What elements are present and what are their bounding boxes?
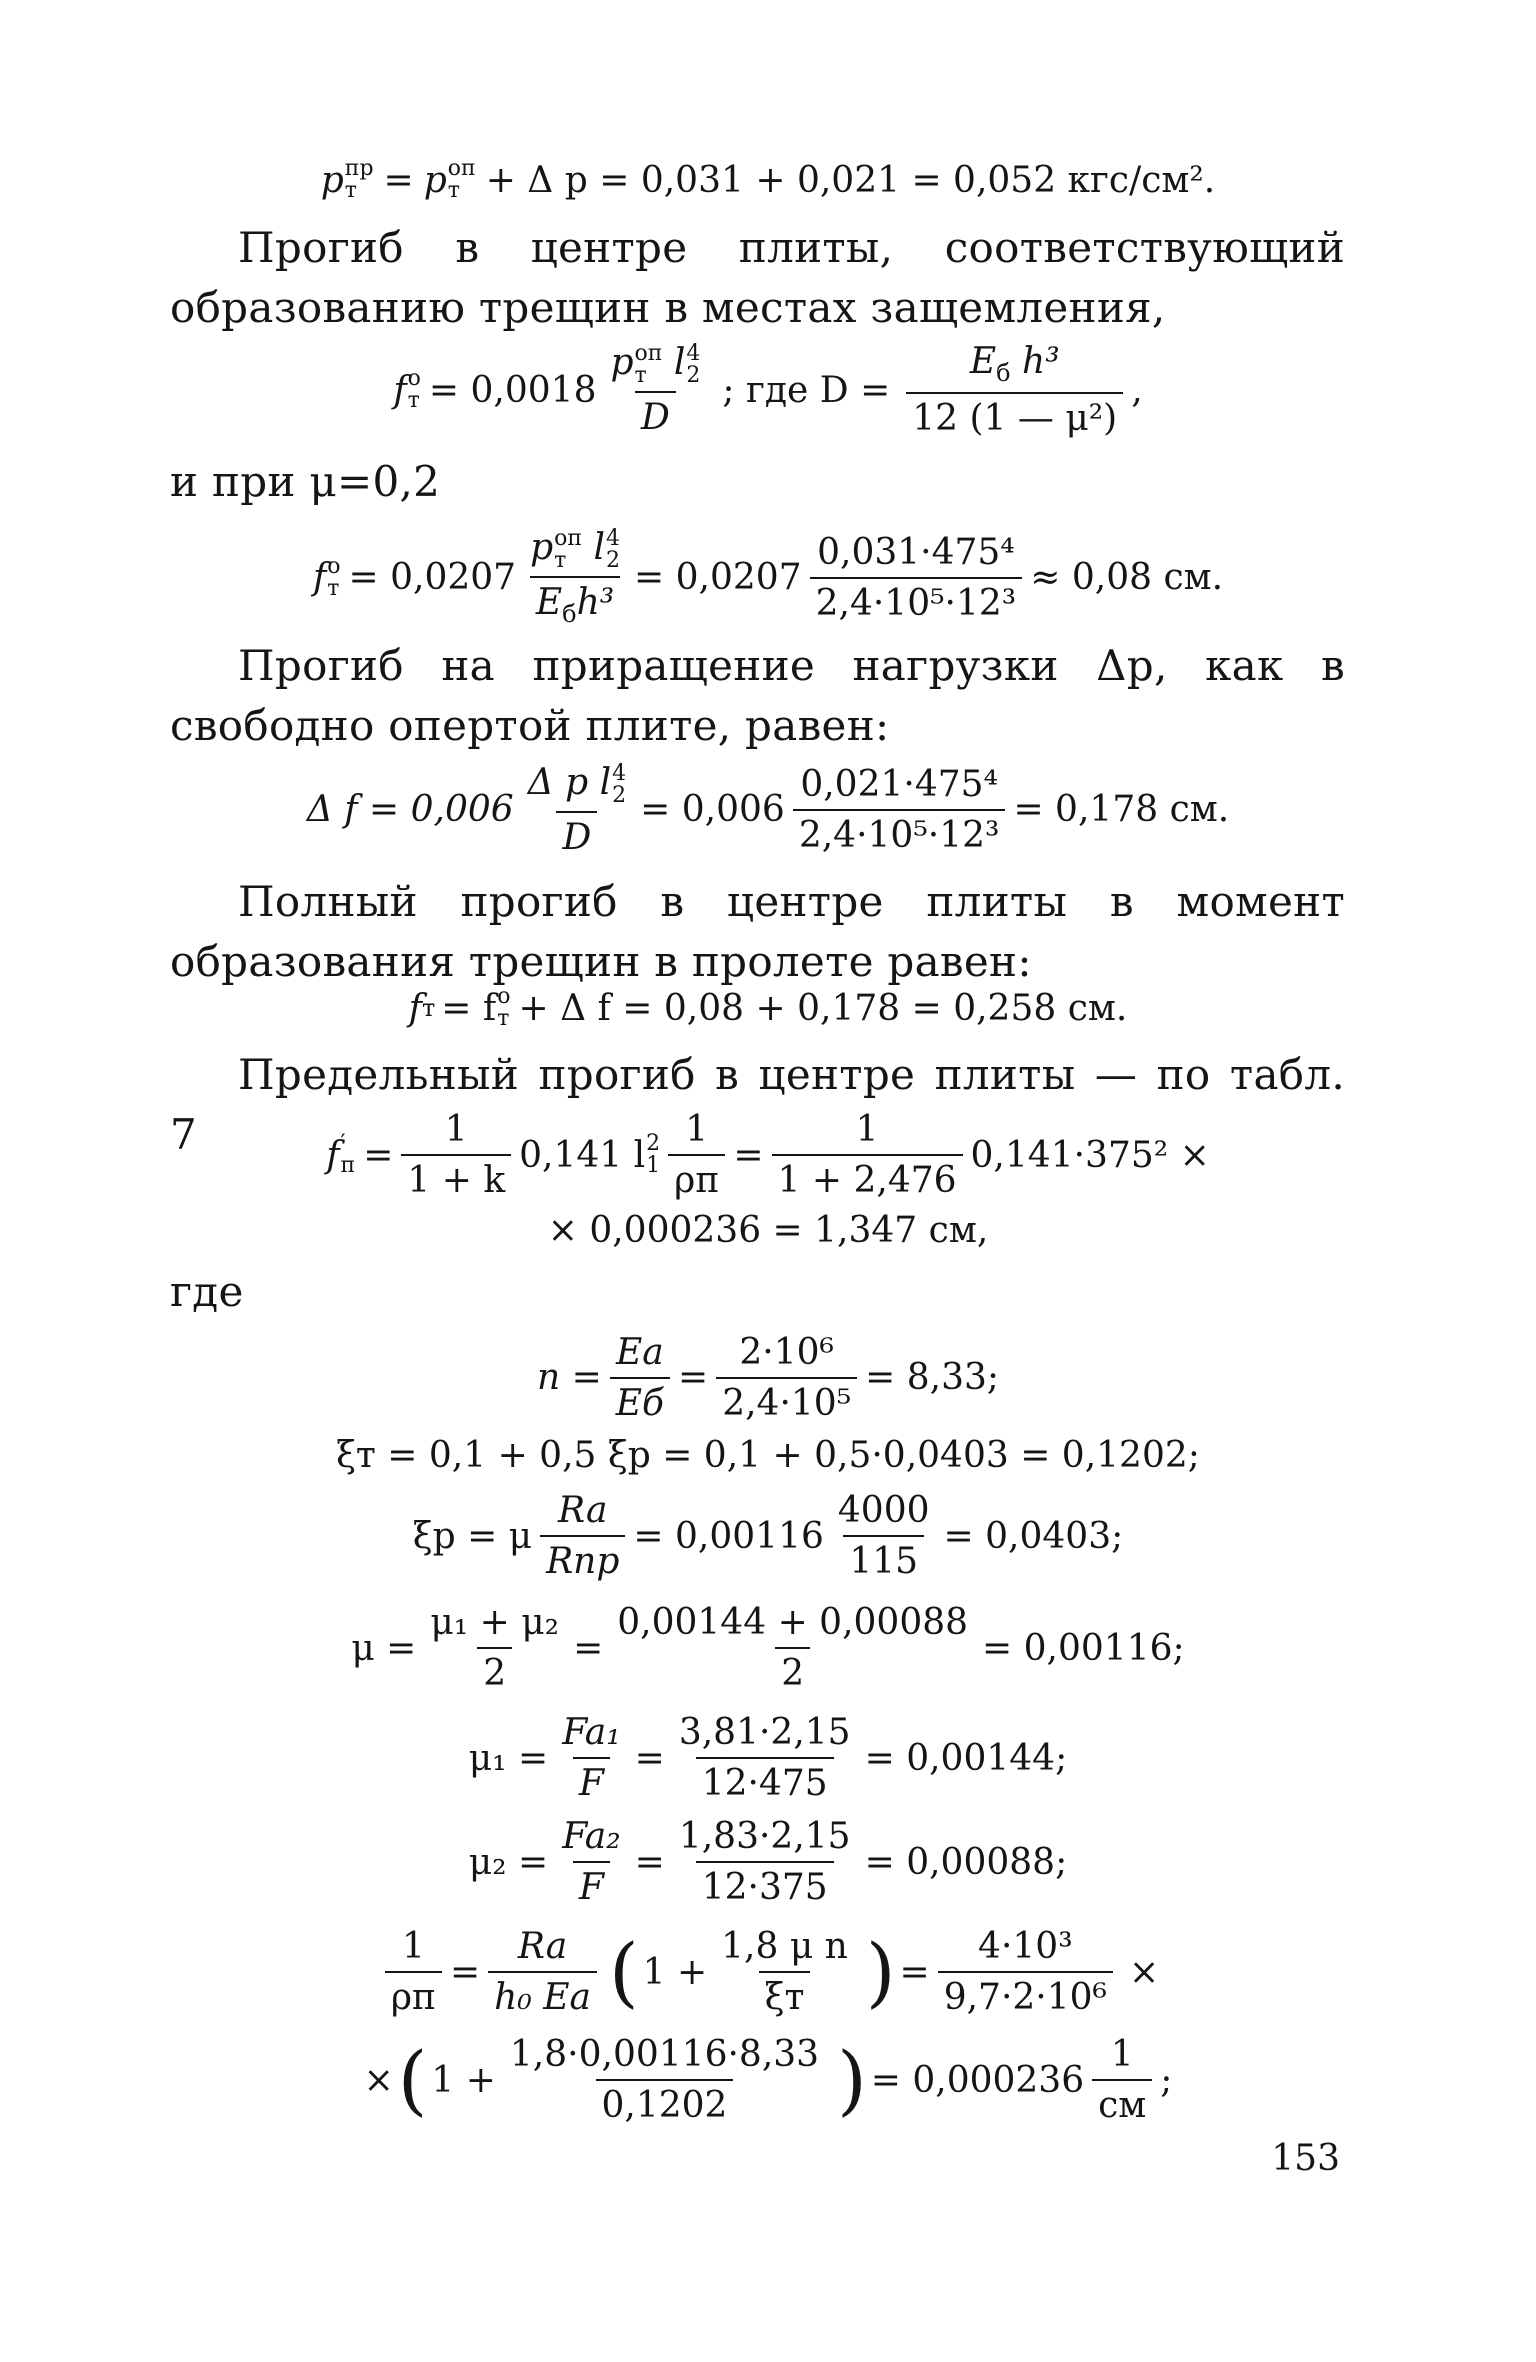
fraction: $\frac{4000}{115}$: [837, 1490, 930, 1582]
fraction: $\frac{\text{Fa₁}}{F}$: [562, 1712, 621, 1804]
fraction: $\frac{1}{\rho п}$: [668, 1109, 725, 1201]
fraction: $\frac{\text{Fa₂}}{F}$: [562, 1816, 621, 1908]
equation-n: n = $\frac{Ea}{Eб}$ = $\frac{\text{2·10⁶}}{\text{2,4·10⁵}}$ = 8,33;: [536, 1331, 1000, 1424]
fraction: $\frac{1,8\cdot 0,00116\cdot 8,33}{0,1202}$: [509, 2034, 820, 2126]
page-number: 153: [1271, 2138, 1340, 2179]
fraction: $\frac{\text{0,031·475⁴}}{\text{2,4·10⁵·12³}}$: [810, 532, 1023, 624]
equation-mu1: μ₁ = $\frac{\text{Fa₁}}{F}$ = $\frac{3,81\cdot 2,15}{12\cdot 475}$ = 0,00144;: [468, 1712, 1068, 1804]
fraction: $\frac{E_б h^3}{\text{12 (1 — μ²)}}$: [906, 341, 1123, 438]
equation-xi-t: ξт = 0,1 + 0,5 ξр = 0,1 + 0,5·0,0403 = 0,1202;: [336, 1434, 1200, 1476]
fraction: $\frac{3,81\cdot 2,15}{12\cdot 475}$: [678, 1712, 851, 1804]
equation-mu: μ = $\frac{\text{μ₁ + μ₂}}{2}$ = $\frac{0,00144 + 0,00088}{2}$ = 0,00116;: [351, 1602, 1185, 1694]
where-word: где: [170, 1267, 244, 1316]
line-mu: и при μ=0,2: [170, 457, 441, 506]
fraction: $\frac{\text{1,8 μ n}}{\xi т}$: [721, 1926, 848, 2018]
fraction: p оп т l 4 2 $E_бh^3$: [530, 525, 621, 629]
fraction: $\frac{Ra}{\text{Rпр}}$: [540, 1490, 625, 1582]
equation-f0-general: f o т = 0,0018 p оп т l 4 2 D ; где D = $\frac{E_б h^3}{\text{12 (1 — μ²)}}$ ,: [393, 341, 1143, 439]
equation-rho-line1: $\frac{1}{\rho п}$ = $\frac{Ra}{\text{h₀ Ea}}$ ( 1 + $\frac{\text{1,8 μ n}}{\xi т}$ ) = $\frac{\text{4·10³}}{\text{9,7·2·10⁶}}$ ×: [0, 1918, 1536, 2026]
fraction: $\frac{\text{4·10³}}{\text{9,7·2·10⁶}}$: [938, 1926, 1113, 2018]
equation-xi-p: ξр = μ $\frac{Ra}{\text{Rпр}}$ = 0,00116 $\frac{4000}{115}$ = 0,0403;: [412, 1490, 1124, 1582]
fraction: $\frac{Ra}{\text{h₀ Ea}}$: [488, 1926, 597, 2018]
fraction: p оп т l 4 2 D: [610, 341, 701, 438]
equation-ft: f т = f o т + Δ f = 0,08 + 0,178 = 0,258 см.: [408, 984, 1128, 1031]
fraction: $\frac{0,00144 + 0,00088}{2}$: [617, 1602, 969, 1694]
fraction: $\frac{\text{2·10⁶}}{\text{2,4·10⁵}}$: [716, 1332, 857, 1424]
fraction: $\frac{1}{1 + k}$: [401, 1109, 511, 1201]
equation-mu2: μ₂ = $\frac{\text{Fa₂}}{F}$ = $\frac{1,83\cdot 2,15}{12\cdot 375}$ = 0,00088;: [468, 1816, 1068, 1908]
fraction: $\frac{1,83\cdot 2,15}{12\cdot 375}$: [678, 1816, 851, 1908]
equation-fn-continued: × 0,000236 = 1,347 см,: [547, 1209, 989, 1251]
equation-f0-numeric: f o т = 0,0207 p оп т l 4 2 $E_бh^3$ = 0,0207 $\frac{\text{0,031·475⁴}}{\text{2,4·10⁵·12³}}$ ≈ 0,08 см.: [312, 525, 1224, 629]
paragraph-1: Прогиб в центре плиты, соответствующий образованию трещин в местах защемления,: [170, 223, 1345, 332]
fraction: $\frac{1}{\rho п}$: [385, 1926, 442, 2018]
fraction: $\frac{1}{см}$: [1092, 2034, 1152, 2126]
paragraph-2: Прогиб на приращение нагрузки Δp, как в свободно опертой плите, равен:: [170, 641, 1345, 750]
fraction: $\frac{\text{0,021·475⁴}}{\text{2,4·10⁵·12³}}$: [793, 764, 1006, 856]
fraction: $\frac{Ea}{Eб}$: [610, 1332, 670, 1424]
equation-rho-line2: × ( 1 + $\frac{1,8\cdot 0,00116\cdot 8,33}{0,1202}$ ) = 0,000236 $\frac{1}{см}$ ;: [363, 2034, 1173, 2126]
equation-fn: f ′ п = $\frac{1}{1 + k}$ 0,141 l 2 1 $\frac{1}{\rho п}$ = $\frac{1}{1 + 2,476}$ 0,141·375² ×: [326, 1109, 1210, 1201]
paragraph-4: Предельный прогиб в центре плиты — по табл. 7: [170, 1050, 1345, 1159]
equation-pt-pr: p пр т = p оп т + Δ p = 0,031 + 0,021 = 0,052 кгс/см².: [320, 156, 1216, 203]
paragraph-3: Полный прогиб в центре плиты в момент образования трещин в пролете равен:: [170, 877, 1345, 986]
fraction: $\frac{1}{1 + 2,476}$: [772, 1109, 963, 1201]
fraction: Δ p l 4 2 D: [527, 760, 627, 858]
equation-delta-f: Δ f = 0,006 Δ p l 4 2 D = 0,006 $\frac{\text{0,021·475⁴}}{\text{2,4·10⁵·12³}}$ = 0,178 см.: [306, 760, 1230, 858]
fraction: $\frac{\text{μ₁ + μ₂}}{2}$: [430, 1602, 560, 1694]
